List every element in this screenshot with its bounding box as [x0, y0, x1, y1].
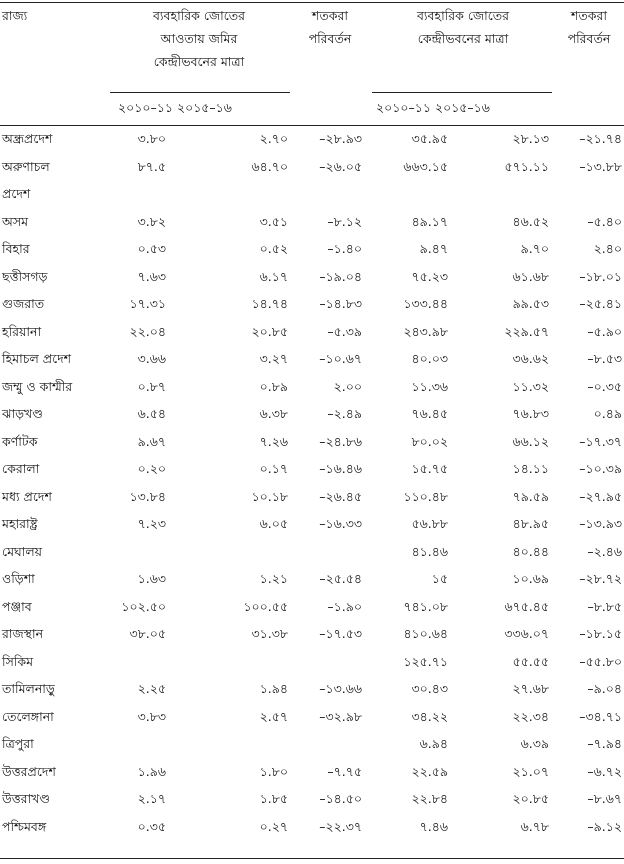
- value-cell-a1: ১০২.৫০: [121, 598, 166, 614]
- value-cell-pa: –৮.১২: [327, 213, 362, 229]
- value-cell-a1: ৩৮.০৫: [129, 626, 166, 641]
- value-cell-c2: ৬১.৬৮: [512, 268, 549, 284]
- state-name-cell: অসম: [2, 213, 29, 229]
- value-cell-pa: –১৯.০৪: [319, 268, 362, 284]
- value-cell-pc: –৭.৯৪: [587, 736, 622, 751]
- state-name-cell: হিমাচল প্রদেশ: [2, 351, 72, 366]
- value-cell-pc: –৫৫.৮০: [579, 653, 622, 669]
- subheader-rule-a: [110, 92, 290, 93]
- header-col-c-line-2: কেন্দ্রীভবনের মাত্রা: [417, 31, 509, 46]
- value-cell-c2: ৬৭৫.৪৫: [504, 598, 549, 614]
- value-cell-pa: –৩২.৯৮: [319, 708, 362, 724]
- value-cell-pa: –৭.৭৫: [327, 763, 362, 779]
- value-cell-c2: ৬৬.১২: [512, 433, 549, 449]
- table-row: [0, 324, 624, 351]
- value-cell-pc: –৮.৫৩: [587, 351, 622, 366]
- table-row: [0, 709, 624, 736]
- state-name-cell: অন্ধ্রপ্রদেশ: [2, 131, 53, 146]
- value-cell-pa: –২৮.৯৩: [319, 131, 362, 146]
- value-cell-a2: ১.২১: [259, 571, 288, 586]
- value-cell-a2: ০.১৭: [259, 461, 288, 476]
- value-cell-a1: ১৩.৮৪: [129, 488, 166, 504]
- header-col-a-line-1: ব্যবহারিক জোতের: [152, 8, 246, 23]
- table-row: [0, 626, 624, 653]
- value-cell-a1: ০.৫৩: [137, 241, 166, 256]
- header-state: [2, 4, 27, 27]
- value-cell-pc: –৫.৯০: [587, 323, 622, 339]
- table-row: [0, 544, 624, 571]
- value-cell-c2: ৭৬.৮৩: [512, 406, 549, 421]
- value-cell-a1: ২.১৭: [137, 791, 166, 806]
- header-col-d: [556, 4, 622, 50]
- value-cell-c1: ১৫.৭৫: [411, 461, 448, 476]
- value-cell-pc: –১৭.৩৭: [579, 433, 622, 449]
- state-name-cell: কেরালা: [2, 461, 40, 476]
- subheader-years-a: ২০১০–১১ ২০১৫–১৬: [118, 100, 232, 115]
- value-cell-c2: ৩৬.৬২: [512, 351, 549, 366]
- header-col-d-line-2: পরিবর্তন: [567, 31, 611, 46]
- table-row: [0, 159, 624, 186]
- value-cell-c1: ২৪৩.৯৮: [403, 323, 448, 339]
- value-cell-c2: ২৮.১৩: [512, 131, 549, 146]
- value-cell-pc: –৯.০৪: [587, 681, 622, 696]
- value-cell-c2: ১০.৬৯: [512, 571, 549, 586]
- value-cell-c1: ২২.৮৪: [411, 791, 448, 806]
- value-cell-a1: ৬.৫৪: [137, 406, 166, 421]
- value-cell-a2: ৬.১৭: [259, 268, 288, 284]
- value-cell-c2: ৯.৭০: [520, 241, 549, 256]
- value-cell-a1: ১৭.৩১: [129, 296, 166, 311]
- value-cell-pc: –১৮.০১: [579, 268, 622, 284]
- table-row: [0, 296, 624, 323]
- table-row: [0, 654, 624, 681]
- value-cell-pa: –২৬.০৫: [319, 158, 362, 174]
- value-cell-a2: ০.৫২: [259, 241, 288, 256]
- table-row: [0, 599, 624, 626]
- header-col-d-line-1: শতকরা: [570, 8, 608, 23]
- header-bottom-rule: [0, 125, 624, 126]
- value-cell-c1: ৭৪১.০৮: [403, 598, 448, 614]
- state-name-cell: পঞ্জাব: [2, 598, 32, 614]
- table-row: [0, 516, 624, 543]
- value-cell-c1: ৭.৪৬: [419, 818, 448, 834]
- value-cell-c2: ২২.৩৪: [512, 708, 549, 724]
- value-cell-pc: –৩৪.৭১: [579, 708, 622, 724]
- value-cell-a1: ৩.৬৬: [137, 351, 166, 366]
- value-cell-pa: –২৪.৮৬: [319, 433, 362, 449]
- value-cell-pc: –১৩.৮৮: [579, 158, 622, 174]
- state-name-cell: কর্ণাটক: [2, 433, 38, 449]
- header-col-c-line-1: ব্যবহারিক জোতের: [416, 8, 510, 23]
- table-row: [0, 379, 624, 406]
- value-cell-c1: ২২.৫৯: [411, 763, 448, 779]
- value-cell-a1: ০.২০: [137, 461, 166, 476]
- value-cell-pa: –২.৪৯: [327, 406, 362, 421]
- value-cell-c1: ৭৬.৪৫: [411, 406, 448, 421]
- header-col-b: [290, 4, 370, 50]
- value-cell-c2: ২২৯.৫৭: [504, 323, 549, 339]
- value-cell-a2: ১৪.৭৪: [251, 296, 288, 311]
- value-cell-pa: –১০.৬৭: [319, 351, 362, 366]
- header-col-a-line-3: কেন্দ্রীভবনের মাত্রা: [153, 54, 245, 69]
- state-name-cell: তেলেঙ্গানা: [2, 708, 54, 724]
- value-cell-a2: ৭.২৬: [259, 433, 288, 449]
- table-row: [0, 461, 624, 488]
- header-col-b-line-2: পরিবর্তন: [308, 31, 352, 46]
- value-cell-pa: –১৩.৬৬: [319, 681, 362, 696]
- value-cell-c2: ২১.০৭: [512, 763, 549, 779]
- value-cell-a1: ০.৮৭: [137, 378, 166, 394]
- table-row: [0, 434, 624, 461]
- value-cell-pa: –১.৯০: [327, 598, 362, 614]
- value-cell-a2: ৩১.৩৮: [251, 626, 288, 641]
- value-cell-pa: –২৬.৪৫: [319, 488, 362, 504]
- value-cell-a1: ৯.৬৭: [137, 433, 166, 449]
- value-cell-a2: ২.৭০: [259, 131, 288, 146]
- value-cell-a1: ৩.৮৩: [137, 708, 166, 724]
- value-cell-a2: ১.৮৫: [259, 791, 288, 806]
- value-cell-pc: –২.৪৬: [587, 543, 622, 559]
- state-name-cell: পশ্চিমবঙ্গ: [2, 818, 47, 834]
- value-cell-c1: ৬.৯৪: [419, 736, 448, 751]
- header-col-b-line-1: শতকরা: [311, 8, 349, 23]
- value-cell-a2: ১.৯৪: [259, 681, 288, 696]
- table-row: [0, 186, 624, 213]
- state-name-cell: বিহার: [2, 241, 30, 256]
- value-cell-c1: ৫৬.৮৮: [411, 516, 448, 531]
- value-cell-c2: ১১.৩২: [512, 378, 549, 394]
- value-cell-pa: ২.০০: [333, 378, 362, 394]
- value-cell-pc: –২৮.৭২: [579, 571, 622, 586]
- state-name-cell: মহারাষ্ট্র: [2, 516, 38, 531]
- header-col-a-line-2: আওতায় জমির: [160, 31, 238, 46]
- value-cell-a2: ০.২৭: [259, 818, 288, 834]
- value-cell-pc: –১০.৩৯: [579, 461, 622, 476]
- value-cell-a1: ৩.৮২: [137, 213, 166, 229]
- value-cell-pa: –১৬.৩৩: [319, 516, 362, 531]
- value-cell-a2: ৬.০৫: [259, 516, 288, 531]
- value-cell-pc: –১৮.১৫: [579, 626, 622, 641]
- value-cell-pa: –২২.৩৭: [319, 818, 362, 834]
- value-cell-c1: ৬৬৩.১৫: [403, 158, 448, 174]
- value-cell-c1: ৮০.০২: [411, 433, 448, 449]
- value-cell-a2: ১০০.৫৫: [243, 598, 288, 614]
- value-cell-c1: ৪৯.১৭: [411, 213, 448, 229]
- value-cell-a1: ৭.২৩: [137, 516, 166, 531]
- value-cell-a1: ২.২৫: [137, 681, 166, 696]
- value-cell-c1: ১৫: [431, 571, 448, 586]
- value-cell-pc: –৫.৪০: [587, 213, 622, 229]
- value-cell-c2: ৬.৭৮: [520, 818, 549, 834]
- value-cell-c1: ৩৪.২২: [411, 708, 448, 724]
- value-cell-c2: ৬.৩৯: [520, 736, 549, 751]
- state-name-cell: ওড়িশা: [2, 571, 35, 586]
- table-row: [0, 764, 624, 791]
- value-cell-pa: –২৫.৫৪: [319, 571, 362, 586]
- state-name-cell: মেঘালয়: [2, 543, 43, 559]
- value-cell-a1: ৩.৮০: [137, 131, 166, 146]
- state-name-cell: রাজস্থান: [2, 626, 44, 641]
- state-name-cell: সিকিম: [2, 653, 34, 669]
- state-name-cell: উত্তরপ্রদেশ: [2, 763, 56, 779]
- table-row: [0, 571, 624, 598]
- value-cell-pa: –১৪.৫০: [319, 791, 362, 806]
- table-row: [0, 214, 624, 241]
- value-cell-a2: ০.৮৯: [259, 378, 288, 394]
- value-cell-c1: ১২৫.৭১: [403, 653, 448, 669]
- value-cell-c1: ৪১০.৬৪: [403, 626, 448, 641]
- header-col-a: [110, 4, 288, 73]
- value-cell-a2: ২.৫৭: [259, 708, 288, 724]
- state-name-cell: গুজরাত: [2, 296, 45, 311]
- state-name-cell: প্রদেশ: [2, 186, 31, 201]
- table-row: [0, 736, 624, 763]
- state-name-cell: তামিলনাড়ু: [2, 681, 55, 696]
- table-row: [0, 406, 624, 433]
- state-name-cell: ঝাড়খণ্ড: [2, 406, 43, 421]
- value-cell-pa: –১৪.৮৩: [319, 296, 362, 311]
- value-cell-pa: –১৭.৫৩: [319, 626, 362, 641]
- value-cell-c1: ৪০.০৩: [411, 351, 448, 366]
- table-row: [0, 269, 624, 296]
- top-rule: [0, 2, 624, 3]
- value-cell-a2: ৬.৩৮: [259, 406, 288, 421]
- value-cell-a2: ৬৪.৭০: [251, 158, 288, 174]
- state-name-cell: হরিয়ানা: [2, 323, 42, 339]
- value-cell-a1: ০.৩৫: [137, 818, 166, 834]
- subheader-years-c: ২০১০–১১ ২০১৫–১৬: [376, 100, 490, 115]
- value-cell-c2: ৫৫.৫৫: [512, 653, 549, 669]
- value-cell-a2: ৩.৫১: [259, 213, 288, 229]
- value-cell-c1: ৩৫.৯৫: [411, 131, 448, 146]
- value-cell-c2: ৭৯.৫৯: [512, 488, 549, 504]
- value-cell-pc: –১৩.৯৩: [579, 516, 622, 531]
- value-cell-pa: –৫.৩৯: [327, 323, 362, 339]
- value-cell-pc: –৯.১২: [587, 818, 622, 834]
- value-cell-c1: ১১.৩৬: [411, 378, 448, 394]
- header-state-label: রাজ্য: [2, 8, 28, 23]
- value-cell-a2: ১.৮০: [259, 763, 288, 779]
- value-cell-a1: ১.৯৬: [137, 763, 166, 779]
- state-name-cell: জম্মু ও কাশ্মীর: [2, 378, 73, 394]
- value-cell-c1: ৯.৪৭: [419, 241, 448, 256]
- value-cell-a2: ২০.৮৫: [251, 323, 288, 339]
- value-cell-c2: ১৪.১১: [512, 461, 549, 476]
- value-cell-pa: –১.৪০: [327, 241, 362, 256]
- table-row: [0, 791, 624, 818]
- table-row: [0, 819, 624, 846]
- value-cell-a1: ১.৬৩: [137, 571, 166, 586]
- state-name-cell: ত্রিপুরা: [2, 736, 34, 751]
- value-cell-c2: ৪০.৪৪: [512, 543, 549, 559]
- value-cell-c2: ২৭.৬৮: [512, 681, 549, 696]
- subheader-rule-c: [372, 92, 552, 93]
- value-cell-a1: ৭.৬৩: [137, 268, 166, 284]
- value-cell-pc: ২.৪০: [593, 241, 622, 256]
- state-name-cell: মধ্য প্রদেশ: [2, 488, 52, 504]
- value-cell-a1: ২২.০৪: [129, 323, 166, 339]
- header-col-c: [372, 4, 554, 50]
- value-cell-c1: ১১০.৪৮: [403, 488, 448, 504]
- value-cell-pc: –৮.৮৫: [587, 598, 622, 614]
- value-cell-pc: –২৫.৪১: [579, 296, 622, 311]
- value-cell-a1: ৮৭.৫: [137, 158, 166, 174]
- value-cell-c2: ৯৯.৫৩: [512, 296, 549, 311]
- table-row: [0, 489, 624, 516]
- table-row: [0, 131, 624, 158]
- value-cell-c2: ২০.৮৫: [512, 791, 549, 806]
- value-cell-c2: ৩৩৬.০৭: [504, 626, 549, 641]
- value-cell-c1: ৩০.৪৩: [411, 681, 448, 696]
- value-cell-c1: ৭৫.২৩: [411, 268, 448, 284]
- value-cell-pa: –১৬.৪৬: [319, 461, 362, 476]
- state-name-cell: ছত্তীসগড়: [2, 268, 48, 284]
- value-cell-c2: ৪৬.৫২: [512, 213, 549, 229]
- value-cell-c2: ৪৮.৯৫: [512, 516, 549, 531]
- value-cell-a2: ৩.২৭: [259, 351, 288, 366]
- value-cell-a2: ১০.১৮: [251, 488, 288, 504]
- bottom-rule: [0, 858, 624, 859]
- table-row: [0, 241, 624, 268]
- value-cell-c2: ৫৭১.১১: [504, 158, 549, 174]
- state-name-cell: উত্তরাখণ্ড: [2, 791, 50, 806]
- value-cell-c1: ১৩৩.৪৪: [403, 296, 448, 311]
- table-row: [0, 681, 624, 708]
- value-cell-pc: –২১.৭৪: [579, 131, 622, 146]
- value-cell-pc: ০.৪৯: [593, 406, 622, 421]
- value-cell-pc: –২৭.৯৫: [579, 488, 622, 504]
- value-cell-pc: –৮.৬৭: [587, 791, 622, 806]
- value-cell-c1: ৪১.৪৬: [411, 543, 448, 559]
- value-cell-pc: –০.৩৫: [587, 378, 622, 394]
- state-name-cell: অরুণাচল: [2, 158, 50, 174]
- value-cell-pc: –৬.৭২: [587, 763, 622, 779]
- table-row: [0, 351, 624, 378]
